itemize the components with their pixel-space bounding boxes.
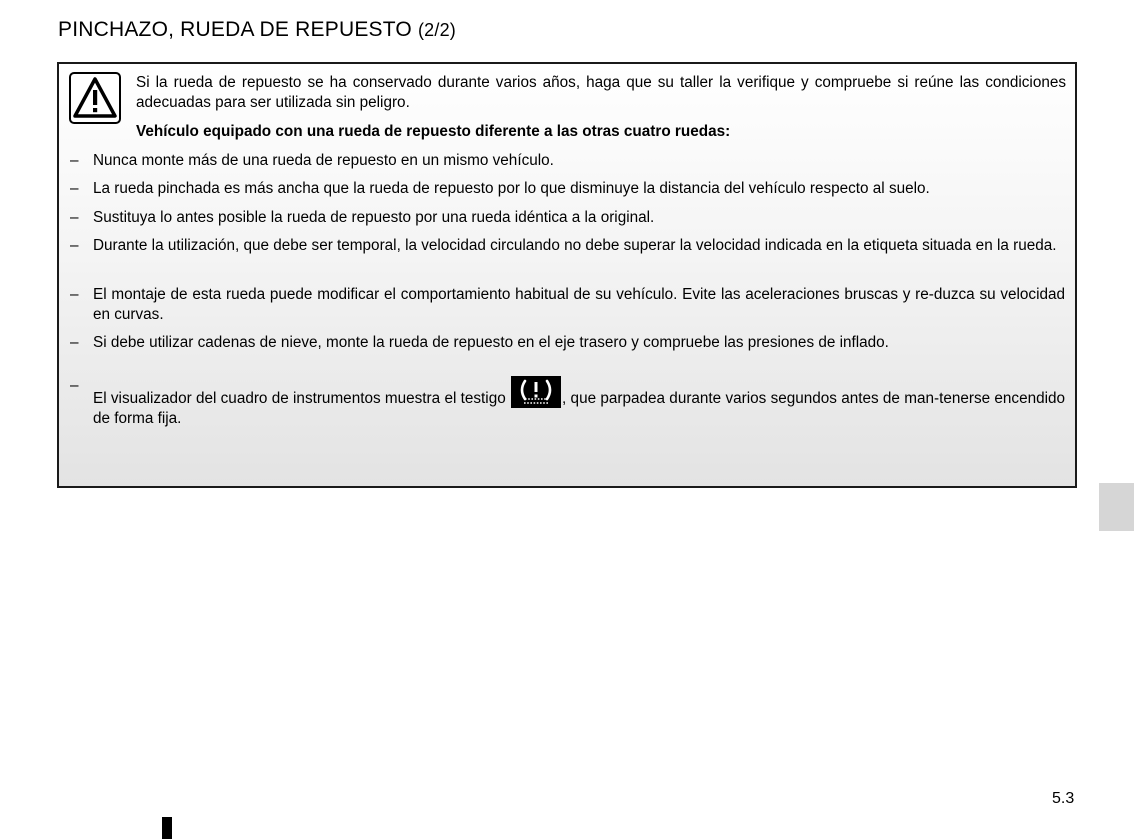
page-title-text: PINCHAZO, RUEDA DE REPUESTO [58, 18, 412, 41]
list-item-text-before: El visualizador del cuadro de instrumentos muestra el testigo [93, 390, 506, 407]
list-item-text: El montaje de esta rueda puede modificar el comportamiento habitual de su vehículo. Evite las aceleraciones bruscas y re-duzca su velocidad en curvas. [93, 286, 1065, 323]
bullet-dash: – [70, 237, 79, 254]
list-item-text [93, 376, 1065, 429]
page-title [58, 18, 456, 42]
list-item-text: Durante la utilización, que debe ser temporal, la velocidad circulando no debe superar la velocidad indicada en la etiqueta situada en la rueda. [93, 237, 1057, 254]
warning-heading: Vehículo equipado con una rueda de repuesto diferente a las otras cuatro ruedas: [136, 123, 731, 140]
warning-intro: Si la rueda de repuesto se ha conservado durante varios años, haga que su taller la verifique y compruebe si reúne las condiciones adecuadas para ser utilizada sin peligro. [136, 74, 1066, 111]
warning-triangle-icon [69, 72, 121, 124]
bullet-dash: – [70, 334, 79, 351]
list-item-text: Si debe utilizar cadenas de nieve, monte la rueda de repuesto en el eje trasero y compruebe las presiones de inflado. [93, 334, 889, 351]
bullet-dash: – [70, 286, 79, 303]
page-title-part: (2/2) [417, 20, 456, 40]
section-tab [1099, 483, 1134, 531]
bullet-dash: – [70, 209, 79, 226]
list-item-text: La rueda pinchada es más ancha que la rueda de repuesto por lo que disminuye la distancia del vehículo respecto al suelo. [93, 180, 930, 197]
page-number: 5.3 [1052, 790, 1075, 807]
bullet-dash: – [70, 180, 79, 197]
bullet-dash: – [70, 377, 79, 394]
warning-box [57, 62, 1077, 488]
list-item-text-after: , que parpadea durante varios segundos antes de man-tenerse encendido de forma fija. [93, 390, 1065, 427]
tire-pressure-warning-icon [511, 376, 561, 408]
crop-mark [162, 817, 172, 839]
list-item-text: Nunca monte más de una rueda de repuesto en un mismo vehículo. [93, 152, 554, 169]
list-item-text: Sustituya lo antes posible la rueda de repuesto por una rueda idéntica a la original. [93, 209, 655, 226]
bullet-dash: – [70, 152, 79, 169]
